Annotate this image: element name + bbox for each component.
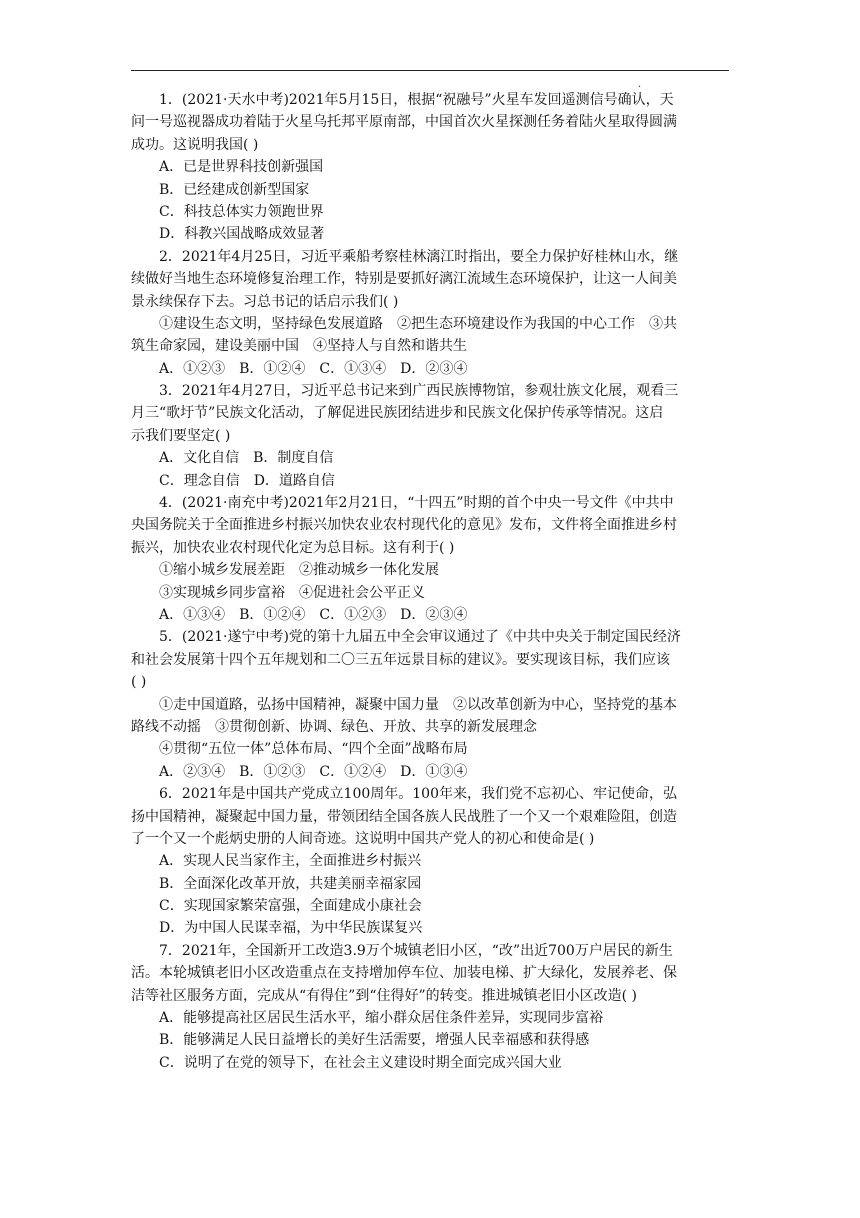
text-line: 洁等社区服务方面，完成从“有得住”到“住得好”的转变。推进城镇老旧小区改造( ) [131, 987, 638, 1004]
text-line: 成功。这说明我国( ) [131, 136, 259, 153]
text-line: 4．(2021·南充中考)2021年2月21日，“十四五”时期的首个中央一号文件《中共中 [159, 495, 674, 512]
text-line: 1．(2021·天水中考)2021年5月15日，根据“祝融号”火星车发回遥测信号确认，天 [159, 92, 674, 108]
text-line: C．科技总体实力领跑世界 [159, 203, 324, 220]
text-line: 5．(2021·遂宁中考)党的第十九届五中全会审议通过了《中共中央关于制定国民经济 [159, 629, 681, 646]
text-line: A．②③④ B．①②③ C．①②④ D．①③④ [159, 763, 468, 780]
text-line: ( ) [131, 674, 147, 691]
text-line: 振兴，加快农业农村现代化定为总目标。这有利于( ) [131, 539, 455, 556]
text-line: B．能够满足人民日益增长的美好生活需要，增强人民幸福感和获得感 [159, 1032, 590, 1049]
text-line: D．科教兴国战略成效显著 [159, 226, 325, 243]
text-line: C．说明了在党的领导下，在社会主义建设时期全面完成兴国大业 [159, 1054, 562, 1071]
text-line: ③实现城乡同步富裕 ④促进社会公平正义 [159, 584, 425, 601]
text-line: 和社会发展第十四个五年规划和二〇三五年远景目标的建议》。要实现该目标，我们应该 [131, 651, 670, 668]
text-line: A．文化自信 B．制度自信 [159, 450, 334, 467]
text-line: ④贯彻“五位一体”总体布局、“四个全面”战略布局 [159, 741, 468, 758]
text-line: A．①②③ B．①②④ C．①③④ D．②③④ [159, 360, 468, 377]
text-line: 央国务院关于全面推进乡村振兴加快农业农村现代化的意见》发布，文件将全面推进乡村 [131, 517, 677, 534]
text-line: C．实现国家繁荣富强，全面建成小康社会 [159, 898, 422, 915]
text-line: 示我们要坚定( ) [131, 427, 231, 444]
text-line: 7．2021年，全国新开工改造3.9万个城镇老旧小区，“改”出近700万户居民的新生 [159, 942, 673, 959]
text-line: 了一个又一个彪炳史册的人间奇迹。这说明中国共产党人的初心和使命是( ) [131, 830, 595, 847]
header-rule [131, 70, 729, 71]
question-text [131, 89, 729, 1074]
text-line: ①缩小城乡发展差距 ②推动城乡一体化发展 [159, 562, 439, 579]
text-line: 活。本轮城镇老旧小区改造重点在支持增加停车位、加装电梯、扩大绿化，发展养老、保 [131, 965, 677, 982]
text-line: 6．2021年是中国共产党成立100周年。100年来，我们党不忘初心、牢记使命，弘 [159, 786, 677, 803]
text-line: 扬中国精神，凝聚起中国力量，带领团结全国各族人民战胜了一个又一个艰难险阻，创造 [131, 808, 677, 825]
text-line: A．已是世界科技创新强国 [159, 159, 324, 176]
text-line: 景永续保存下去。习总书记的话启示我们( ) [131, 293, 399, 310]
text-line: 月三“歌圩节”民族文化活动，了解促进民族团结进步和民族文化保护传承等情况。这启 [131, 405, 664, 422]
text-line: A．实现人民当家作主，全面推进乡村振兴 [159, 853, 422, 870]
text-line: 续做好当地生态环境修复治理工作，特别是要抓好漓江流域生态环境保护，让这一人间美 [131, 271, 677, 288]
text-line: B．已经建成创新型国家 [159, 181, 310, 198]
text-line: 3．2021年4月27日，习近平总书记来到广西民族博物馆，参观壮族文化展，观看三 [159, 383, 679, 400]
text-line: D．为中国人民谋幸福，为中华民族谋复兴 [159, 920, 423, 937]
text-line: 问一号巡视器成功着陆于火星乌托邦平原南部，中国首次火星探测任务着陆火星取得圆满 [131, 114, 677, 131]
text-line: 路线不动摇 ③贯彻创新、协调、绿色、开放、共享的新发展理念 [131, 718, 537, 735]
text-line: ①走中国道路，弘扬中国精神，凝聚中国力量 ②以改革创新为中心，坚持党的基本 [159, 696, 677, 713]
text-line: A．①③④ B．①②④ C．①②③ D．②③④ [159, 606, 468, 623]
text-line: A．能够提高社区居民生活水平，缩小群众居住条件差异，实现同步富裕 [159, 1010, 604, 1027]
header-dot: . [638, 79, 642, 90]
text-line: B．全面深化改革开放，共建美丽幸福家园 [159, 875, 422, 892]
text-line: ①建设生态文明，坚持绿色发展道路 ②把生态环境建设作为我国的中心工作 ③共 [159, 315, 677, 332]
text-line: 2．2021年4月25日，习近平乘船考察桂林漓江时指出，要全力保护好桂林山水，继 [159, 248, 679, 265]
text-line: 筑生命家园，建设美丽中国 ④坚持人与自然和谐共生 [131, 338, 467, 355]
text-line: C．理念自信 D．道路自信 [159, 472, 335, 489]
